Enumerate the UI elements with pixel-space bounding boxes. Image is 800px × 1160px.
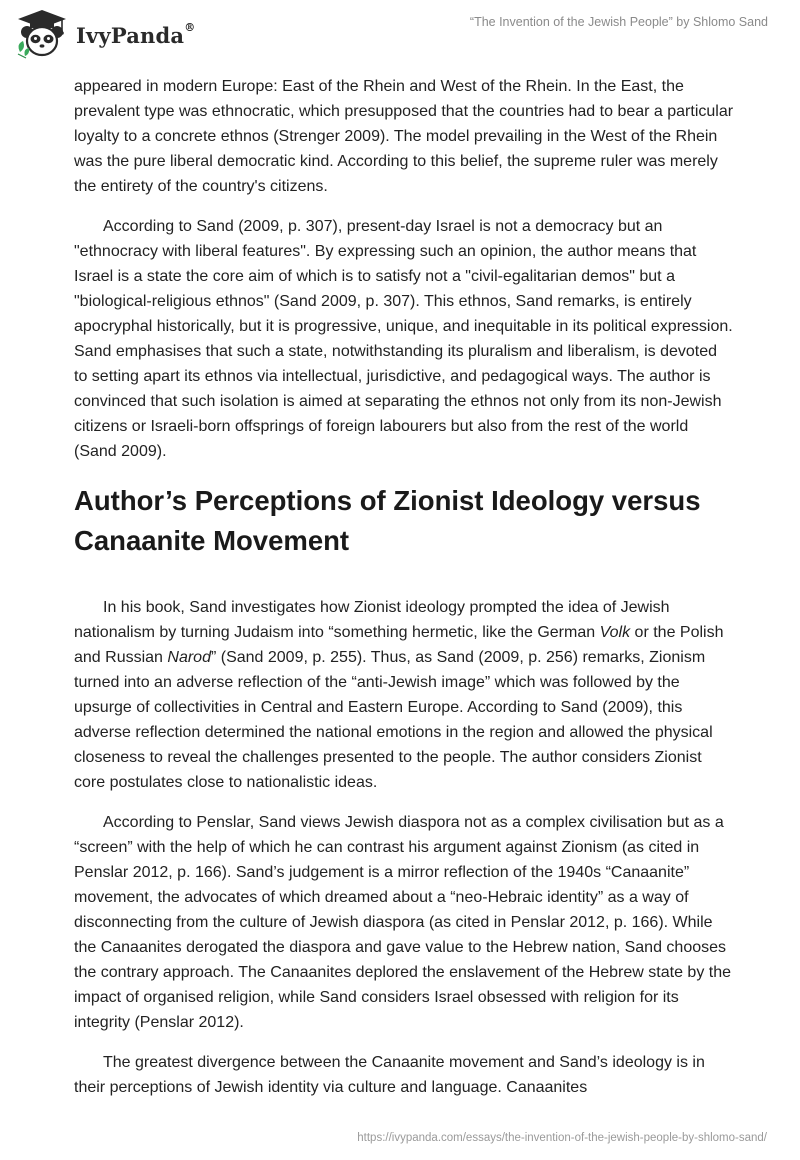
paragraph-1: appeared in modern Europe: East of the Rhein and West of the Rhein. In the East, the prevalent type was ethnocratic, which presupposed that the countries had to bear a particular loyalty to a concrete ethnos (Strenger 2009). The model prevailing in the West of the Rhein was the pure liberal democratic kind. According to this belief, the supreme ruler was merely the entirety of the country's citizens.	[74, 78, 734, 195]
source-url[interactable]: https://ivypanda.com/essays/the-invention-of-the-jewish-people-by-shlomo-sand/	[357, 1132, 767, 1144]
document-title: “The Invention of the Jewish People” by Shlomo Sand	[469, 15, 768, 29]
paragraph-3: In his book, Sand investigates how Zionist ideology prompted the idea of Jewish nationalism by turning Judaism into “something hermetic, like the German Volk or the Polish and Russian Narod” (Sand 2009, p. 255). Thus, as Sand (2009, p. 256) remarks, Zionism turned into an adverse reflection of the “anti-Jewish image” which was followed by the upsurge of collectivities in Central and Eastern Europe. According to Sand (2009), this adverse reflection determined the national emotions in the region and allowed the physical closeness to reveal the challenges presented to the people. The author considers Zionist core postulates close to nationalistic ideas.	[74, 599, 724, 791]
paragraph-4: According to Penslar, Sand views Jewish diaspora not as a complex civilisation but as a “screen” with the help of which he can contrast his argument against Zionism (as cited in Penslar 2012, p. 166). Sand’s judgement is a mirror reflection of the 1940s “Canaanite” movement, the advocates of which dreamed about a “neo-Hebraic identity” as a way of disconnecting from the culture of Jewish diaspora (as cited in Penslar 2012, p. 166). While the Canaanites derogated the diaspora and gave value to the Hebrew nation, Sand chooses the contrary approach. The Canaanites deplored the enslavement of the Hebrew state by the impact of organised religion, while Sand considers Israel obsessed with religion for its integrity (Penslar 2012).	[74, 814, 731, 1031]
brand-name: IvyPanda®	[76, 20, 196, 48]
page-header	[0, 0, 800, 70]
paragraph-2: According to Sand (2009, p. 307), present-day Israel is not a democracy but an "ethnocracy with liberal features". By expressing such an opinion, the author means that Israel is a state the core aim of which is to satisfy not a "civil-egalitarian demos" but a "biological-religious ethnos" (Sand 2009, p. 307). This ethnos, Sand remarks, is entirely apocryphal historically, but it is progressive, unique, and inequitable in its political expression. Sand emphasises that such a state, notwithstanding its pluralism and liberalism, is devoted to setting apart its ethnos via intellectual, jurisdictive, and pedagogical ways. The author is convinced that such isolation is aimed at separating the ethnos not only from its non-Jewish citizens or Israeli-born offsprings of foreign labourers but also from the rest of the world (Sand 2009).	[74, 218, 733, 460]
ivypanda-logo[interactable]	[14, 8, 195, 60]
section-heading: Author’s Perceptions of Zionist Ideology versus Canaanite Movement	[74, 485, 701, 556]
essay-body	[74, 74, 734, 1115]
panda-graduate-icon	[14, 8, 70, 60]
paragraph-5: The greatest divergence between the Canaanite movement and Sand’s ideology is in their perceptions of Jewish identity via culture and language. Canaanites	[74, 1054, 705, 1096]
